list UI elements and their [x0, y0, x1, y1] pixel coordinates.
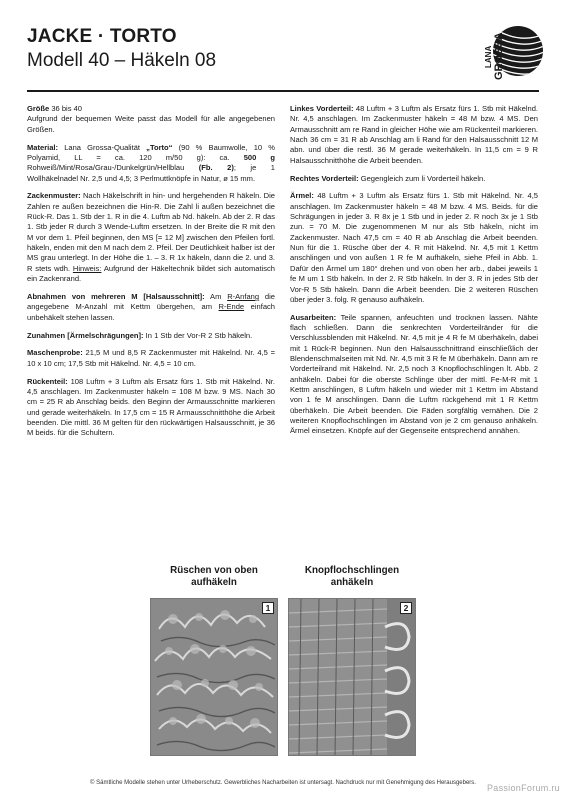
zackenmuster-label: Zackenmuster: — [27, 191, 81, 201]
buttonhole-photo — [288, 598, 416, 756]
figure-caption: Rüschen von oben aufhäkeln — [170, 565, 258, 588]
material-text: Lana Grossa-Qualität — [58, 142, 147, 152]
lana-grossa-logo — [482, 20, 544, 82]
material-amount: 500 g — [243, 152, 275, 162]
abnahmen-text: die angegebene M-Anzahl mit Kettm übergehen, am — [27, 292, 275, 312]
section-rueckenteil — [27, 377, 275, 439]
zackenmuster-text: Aufgrund der Häkeltechnik bildet sich automatisch ein Zackenrand. — [27, 263, 276, 284]
section-rechtes-vorderteil — [290, 174, 538, 184]
section-aermel — [290, 191, 538, 305]
zunahmen-text: In 1 Stb der Vor-R 2 Stb häkeln. — [143, 330, 253, 340]
ausarbeiten-label: Ausarbeiten: — [290, 312, 337, 322]
maschenprobe-label: Maschenprobe: — [27, 348, 83, 358]
page-header — [27, 26, 447, 73]
section-abnahmen — [27, 292, 275, 323]
material-quality: „Torto“ — [146, 142, 173, 152]
logo-wordmark — [484, 24, 514, 82]
section-zunahmen — [27, 331, 275, 341]
copyright-footer: © Sämtliche Modelle stehen unter Urheberschutz. Gewerbliches Nacharbeiten ist untersagt. Nachdruck nur mit Genehmigung des Herausgebers. — [90, 780, 476, 786]
abnahmen-text: Am — [204, 292, 228, 301]
material-colorway: (Fb. 2) — [198, 163, 234, 173]
r-ende-label: R-Ende — [218, 302, 245, 312]
groesse-note: Aufgrund der bequemen Weite passt das Modell für alle angegebenen Größen. — [27, 114, 275, 134]
logo-word-lana: LANA — [484, 45, 493, 68]
logo-word-grossa: GROSSA — [493, 32, 505, 80]
ruffle-photo — [150, 598, 278, 756]
rueckenteil-label: Rückenteil: — [27, 376, 68, 386]
section-linkes-vorderteil — [290, 104, 538, 166]
material-label: Material: — [27, 142, 59, 152]
figure-number: 2 — [400, 602, 412, 614]
section-maschenprobe — [27, 348, 275, 369]
material-text: Rohweiß/Mint/Rosa/Grau-/Dunkelgrün/Hellblau — [27, 163, 199, 173]
groesse-text: 36 bis 40 — [49, 104, 82, 113]
site-watermark: PassionForum.ru — [486, 783, 560, 793]
figure-number: 1 — [262, 602, 274, 614]
page-subtitle: Modell 40 – Häkeln 08 — [27, 50, 217, 71]
figure-buttonhole — [288, 565, 416, 756]
linkes-vorderteil-text: 48 Luftm + 3 Luftm als Ersatz fürs 1. Stb mit Häkelnd. Nr. 4,5 anschlagen. Im Zackenmuster häkeln = 48 M bzw. 4 MS. Den Armausschnitt am re Rand in gleicher Höhe wie am Rückenteil markieren. Nach 36 cm = 31 R ab Anschlag am li Rand für den Halsausschnitt 12 M abn. und über die restl. 36 M gerade weiterhäkeln. In 11,5 cm = 9 R Halsausschnitthöhe die Arbeit beenden. — [290, 104, 538, 165]
r-anfang-label: R-Anfang — [227, 292, 260, 301]
zunahmen-label: Zunahmen [Ärmelschrägungen]: — [27, 330, 144, 340]
maschenprobe-text: 21,5 M und 8,5 R Zackenmuster mit Häkelnd. Nr. 4,5 = 10 x 10 cm; 17,5 Stb mit Häkelnd. Nr. 4,5 = 10 cm. — [27, 348, 275, 368]
linkes-vorderteil-label: Linkes Vorderteil: — [290, 104, 354, 113]
ausarbeiten-text: Teile spannen, anfeuchten und trocknen lassen. Nähte flach schließen. Dann die senkrechten Vorderteilränder für die Verschlussblenden mit Häkelnd. Nr. 4,5 mit je 4 R fe M überhäkeln, dabei mit 1 Rück-R beginnen. Nun den Halsausschnittrand einschließlich der Blendenschmalseiten mit Nd. Nr. 4,5 mit 3 R fe M überhäkeln. Dann am re Vorderteilrand mit Häkelnd. Nr. 2,5 noch 3 Knopflochschlingen lt. Abb. 2 anhäkeln. Dabei für die oberste Schlinge über der mittl. Fe-M-R mit 1 Kettm anschlingen, 8 Luftm häkeln und wieder mit 1 Kettm im Abstand von 1 fe M anschlingen. Dann die Luftm rückgehend mit 1 R Kettm überhäkeln. Die Arbeit beenden. Die Fäden sorgfältig vernähen. Die 2 weiteren Knopflochschlingen im Abstand von je 2 cm genauso anhäkeln. Ärmel einsetzen. Knöpfe auf der Gegenseite entsprechend annähen. — [290, 312, 538, 436]
rechtes-vorderteil-label: Rechtes Vorderteil: — [290, 173, 359, 183]
abnahmen-label: Abnahmen von mehreren M [Halsausschnitt]: — [27, 292, 205, 301]
abnahmen-text: einfach unbehäkelt stehen lassen. — [27, 302, 275, 322]
section-zackenmuster — [27, 191, 275, 284]
buttonhole-image — [289, 599, 416, 756]
section-groesse — [27, 104, 275, 135]
ruffle-image — [151, 599, 278, 756]
right-column — [290, 104, 538, 444]
hinweis-label: Hinweis: — [72, 263, 102, 273]
section-material — [27, 143, 275, 184]
material-text: ; je 1 Wollhäkelnadel Nr. 2,5 und 4,5; 3 Perlmuttknöpfe in Natur, ø 15 mm. — [27, 163, 275, 183]
page-title: JACKE · TORTO — [27, 26, 177, 47]
section-ausarbeiten — [290, 313, 538, 437]
rueckenteil-text: 108 Luftm + 3 Luftm als Ersatz fürs 1. Stb mit Häkelnd. Nr. 4,5 anschlagen. Im Zackenmuster häkeln = 108 M bzw. 9 MS. Nach 30 cm = 25 R ab Anschlag beids. den Beginn der Armausschnitte markieren und gerade weiterhäkeln. In 17,5 cm = 15 R Armausschnitthöhe die Arbeit beenden. Die mittl. 36 M gelten für den rückwärtigen Halsausschnitt, je 36 M beids. für die Schultern. — [27, 376, 275, 438]
aermel-text: 48 Luftm + 3 Luftm als Ersatz fürs 1. Stb mit Häkelnd. Nr. 4,5 anschlagen. Im Zackenmuster häkeln = 48 M bzw. 4 MS. Beids. für die Schrägungen in jeder 3. R 8x je 1 Stb und in jeder 2. R noch 3x je 1 Stb zun. = 70 M. Die zugenommenen M nur als Stb häkeln, nicht im Zackenmuster. Nach 47,5 cm = 40 R ab Anschlag die Arbeit beenden. Nun für die 1. Rüsche über der 4. R mit Häkelnd. Nr. 4,5 mit 1 Kettm anschlingen und von außen 1 R fe M aufhäkeln, siehe Pfeil in Abb. 1. Dafür den Ärmel um 180° drehen und von oben her arb., dabei jeweils 1 fe M um 1 Stb häkeln. In der 2. R Stb häkeln. In der 3. R in jedes Stb der Vor-R 5 Stb häkeln. Dann die Arbeit beenden. Die 2 weiteren Rüschen über jeder 3. folg. R genauso aufhäkeln. — [290, 191, 538, 304]
left-column — [27, 104, 275, 446]
zackenmuster-text: Nach Häkelschrift in hin- und hergehenden R häkeln. Die Zahlen re außen bezeichnen die Hin-R. Die Zahl li außen bezeichnet die Rück-R. Das 1. Stb der 1. R in die 4. Luftm ab Nd. häkeln. Ab der 2. R das 1. Stb jeder R durch 3 Wende-Luftm ersetzen. In der Breite die R mit den M vor dem 1. Pfeil beginnen, den MS [= 12 M] zwischen den Pfeilen fortl. häkeln, enden mit den M nach dem 2. Pfeil. Der Deutlichkeit halber ist der MS grau unterlegt. In der Höhe die 1. – 3. R 1x häkeln, dann die 2. und 3. R stets wdh. — [27, 191, 275, 273]
rechtes-vorderteil-text: Gegengleich zum li Vorderteil häkeln. — [358, 173, 486, 183]
header-divider — [27, 90, 539, 92]
figure-caption: Knopflochschlingen anhäkeln — [304, 565, 400, 588]
material-text: (90 % Baumwolle, 10 % Polyamid, LL = ca. 120 m/50 g): ca. — [27, 142, 275, 162]
figure-ruffle — [150, 565, 278, 756]
groesse-label: Größe — [27, 104, 50, 113]
aermel-label: Ärmel: — [290, 191, 314, 201]
